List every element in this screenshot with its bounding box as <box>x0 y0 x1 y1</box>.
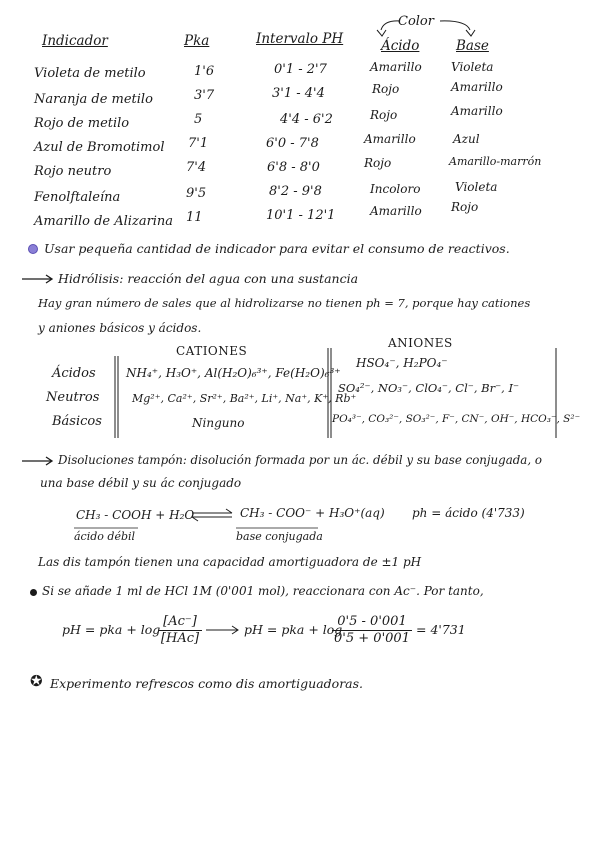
cell-indicator: Amarillo de Alizarina <box>34 214 174 229</box>
formula-1-denominator: [HAc] <box>160 631 200 646</box>
anions-title: ANIONES <box>388 336 453 350</box>
note-hydrolysis: Hidrólisis: reacción del agua con una sustancia <box>58 271 359 286</box>
cell-acid: Rojo <box>372 82 400 96</box>
bullet-icon <box>28 244 38 254</box>
cell-interval: 6'0 - 7'8 <box>266 136 319 151</box>
formula-2-fraction <box>332 614 412 647</box>
arrow-hydrolysis-icon <box>22 275 52 283</box>
cell-indicator: Fenolftaleína <box>34 190 121 205</box>
cell-indicator: Rojo de metilo <box>34 116 130 131</box>
cell-pka: 9'5 <box>186 186 207 201</box>
arrow-right-icon <box>466 30 475 36</box>
cell-interval: 0'1 - 2'7 <box>274 62 327 77</box>
cell-base: Rojo <box>451 200 479 214</box>
header-base: Base <box>456 38 489 54</box>
row-label-neutral: Neutros <box>46 390 100 405</box>
formula-1-left: pH = pka + log <box>62 622 161 637</box>
anions-acidic: HSO₄⁻, H₂PO₄⁻ <box>356 356 448 370</box>
label-conjugate-base: base conjugada <box>236 530 323 543</box>
buffer-definition-1: Disoluciones tampón: disolución formada por un ác. débil y su base conjugada, o <box>58 453 542 467</box>
equation-left: CH₃ - COOH + H₂O <box>76 508 195 522</box>
formula-1-numerator: [Ac⁻] <box>158 614 202 631</box>
buffer-definition-2: una base débil y su ác conjugado <box>40 476 242 490</box>
cations-title: CATIONES <box>176 344 248 358</box>
cell-base: Amarillo <box>451 80 503 94</box>
cell-pka: 7'4 <box>186 160 207 175</box>
star-icon: ✪ <box>30 672 43 690</box>
cell-acid: Incoloro <box>370 182 421 196</box>
formula-arrow-icon <box>206 626 238 634</box>
cell-pka: 11 <box>186 210 203 225</box>
bullet-icon <box>30 589 37 596</box>
note-salts-line2: y aniones básicos y ácidos. <box>38 321 202 335</box>
arrow-left-icon <box>377 30 386 36</box>
cell-interval: 10'1 - 12'1 <box>266 208 336 223</box>
cell-base: Azul <box>453 132 480 146</box>
header-pka: Pka <box>184 33 210 49</box>
cell-pka: 3'7 <box>194 88 215 103</box>
cations-acidic: NH₄⁺, H₃O⁺, Al(H₂O)₆³⁺, Fe(H₂O)₆³⁺ <box>126 366 341 380</box>
equilibrium-back-icon <box>192 517 232 521</box>
formula-2-result: = 4'731 <box>416 622 466 637</box>
anions-basic: PO₄³⁻, CO₃²⁻, SO₃²⁻, F⁻, CN⁻, OH⁻, HCO₃⁻, S²⁻ <box>332 413 581 425</box>
cell-acid: Amarillo <box>370 60 422 74</box>
cell-pka: 1'6 <box>194 64 215 79</box>
note-use-small: Usar pequeña cantidad de indicador para evitar el consumo de reactivos. <box>44 241 510 256</box>
row-label-basic: Básicos <box>52 414 102 429</box>
formula-2-denominator: 0'5 + 0'001 <box>334 631 410 646</box>
cell-pka: 5 <box>194 112 203 127</box>
cell-acid: Rojo <box>364 156 392 170</box>
cell-base: Amarillo <box>451 104 503 118</box>
cell-indicator: Azul de Bromotimol <box>34 140 165 155</box>
label-weak-acid: ácido débil <box>74 530 136 543</box>
header-indicator: Indicador <box>42 33 108 49</box>
cell-indicator: Naranja de metilo <box>34 92 153 107</box>
cell-interval: 6'8 - 8'0 <box>267 160 320 175</box>
note-salts-line1: Hay gran número de sales que al hidrolizarse no tienen ph = 7, porque hay cationes <box>38 296 531 310</box>
cations-neutral: Mg²⁺, Ca²⁺, Sr²⁺, Ba²⁺, Li⁺, Na⁺, K⁺, Rb⁺ <box>132 392 357 405</box>
formula-2-numerator: 0'5 - 0'001 <box>332 614 412 631</box>
header-interval: Intervalo PH <box>256 31 344 47</box>
cell-interval: 3'1 - 4'4 <box>272 86 325 101</box>
anions-neutral: SO₄²⁻, NO₃⁻, ClO₄⁻, Cl⁻, Br⁻, I⁻ <box>338 381 520 395</box>
cell-acid: Amarillo <box>364 132 416 146</box>
equation-right: CH₃ - COO⁻ + H₃O⁺(aq) <box>240 506 385 520</box>
cell-acid: Amarillo <box>370 204 422 218</box>
cell-interval: 8'2 - 9'8 <box>269 184 322 199</box>
equilibrium-forward-icon <box>192 509 232 513</box>
cations-basic: Ninguno <box>192 416 245 430</box>
cell-acid: Rojo <box>370 108 398 122</box>
arrow-buffer-icon <box>22 457 52 465</box>
cell-base: Amarillo-marrón <box>449 155 542 168</box>
header-color: Color <box>398 14 434 29</box>
formula-2-left: pH = pka + log <box>244 622 343 637</box>
cell-base: Violeta <box>451 60 494 74</box>
formula-1-fraction <box>158 614 202 647</box>
cell-base: Violeta <box>455 180 498 194</box>
cell-pka: 7'1 <box>188 136 209 151</box>
cell-indicator: Violeta de metilo <box>34 66 146 81</box>
ph-acid-value: ph = ácido (4'733) <box>412 506 525 520</box>
add-hcl-note: Si se añade 1 ml de HCl 1M (0'001 mol), reaccionara con Ac⁻. Por tanto, <box>42 584 484 598</box>
experiment-note: Experimento refrescos como dis amortiguadoras. <box>50 676 364 691</box>
row-label-acids: Ácidos <box>52 366 96 381</box>
cell-indicator: Rojo neutro <box>34 164 112 179</box>
cell-interval: 4'4 - 6'2 <box>280 112 333 127</box>
buffer-capacity: Las dis tampón tienen una capacidad amortiguadora de ±1 pH <box>38 555 422 569</box>
header-acid: Ácido <box>381 38 420 54</box>
